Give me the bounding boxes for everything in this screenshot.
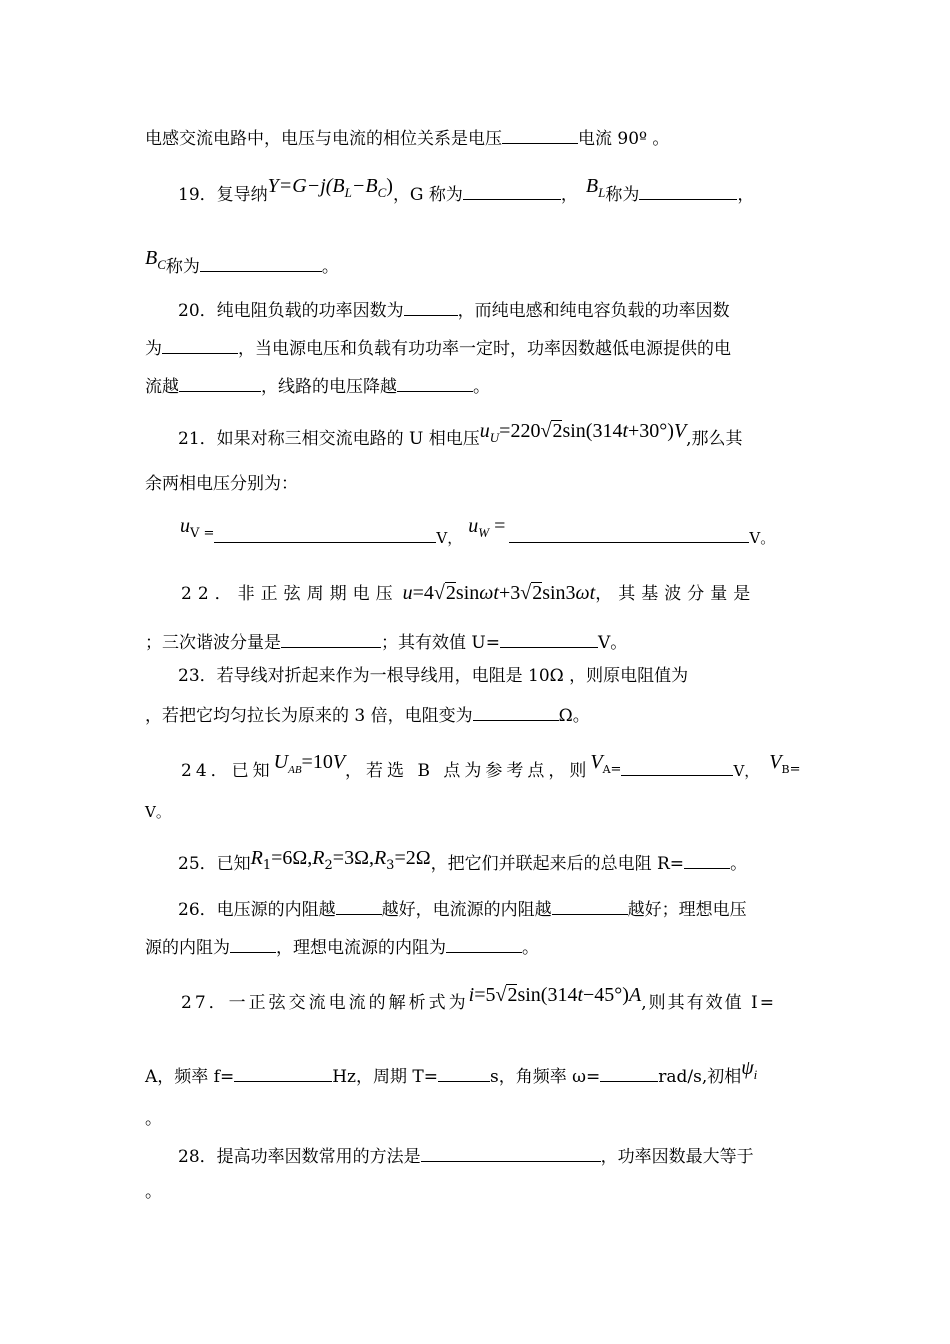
blank	[502, 129, 578, 144]
question-21-line-2	[145, 476, 298, 493]
blank	[214, 528, 436, 543]
text: 为	[145, 339, 162, 359]
formula: ψ	[741, 1057, 754, 1079]
text: s，角频率 ω=	[490, 1067, 601, 1087]
formula: −45°)	[583, 984, 629, 1006]
question-28-line-2	[145, 1184, 162, 1201]
formula-sub: W	[478, 525, 490, 540]
text: V，	[733, 762, 760, 780]
question-19	[178, 175, 755, 205]
question-21-line-3	[180, 515, 776, 547]
text: 26．电压源的内阻越	[178, 900, 336, 920]
formula-sub: C	[157, 257, 166, 272]
question-26-line-1	[178, 900, 747, 919]
text: ,则其有效值 I=	[641, 993, 776, 1013]
formula: ωt	[575, 582, 596, 604]
blank	[179, 377, 261, 392]
text: ，	[560, 185, 578, 205]
formula: i	[468, 984, 475, 1006]
formula: =3Ω,	[332, 847, 374, 869]
blank	[552, 900, 628, 915]
formula: 2	[532, 582, 543, 604]
formula: U	[273, 751, 289, 773]
formula: V	[673, 420, 687, 442]
formula-sub: 3	[386, 858, 395, 873]
blank	[230, 938, 276, 953]
formula: t	[577, 984, 584, 1006]
blank	[404, 301, 458, 316]
formula: B	[585, 175, 599, 197]
formula: −B	[351, 175, 378, 197]
blank	[639, 185, 737, 200]
blank	[463, 185, 561, 200]
question-22-line-1	[181, 582, 756, 603]
formula: R	[250, 847, 263, 869]
question-28-line-1	[178, 1147, 754, 1166]
formula-sub: C	[377, 185, 387, 200]
formula-sub: i	[753, 1067, 758, 1082]
question-22-line-2	[145, 633, 627, 652]
formula: u	[479, 420, 490, 442]
text: V，	[436, 529, 463, 547]
formula: +3	[498, 582, 521, 604]
blank	[234, 1067, 332, 1082]
formula-sub: 1	[262, 858, 272, 873]
text: V。	[749, 529, 776, 547]
text: ，把它们并联起来后的总电阻 R=	[430, 854, 685, 874]
formula-sub: V	[190, 526, 200, 541]
text: 22．非正弦周期电压	[181, 584, 399, 604]
formula: Y=G−j(B	[267, 175, 345, 197]
formula: u	[468, 515, 479, 537]
sqrt-sign: √	[540, 420, 552, 442]
text: ，	[737, 185, 755, 205]
text: 23．若导线对折起来作为一根导线用，电阻是 10Ω ，则原电阻值为	[178, 666, 689, 686]
blank	[473, 706, 559, 721]
blank	[281, 633, 381, 648]
question-27-line-1	[181, 984, 776, 1013]
question-24-line-2	[145, 805, 171, 820]
text: 流越	[145, 377, 179, 397]
question-23-line-2	[145, 706, 590, 725]
text: 电感交流电路中，电压与电流的相位关系是电压	[145, 129, 502, 149]
formula: sin(314	[517, 984, 578, 1006]
blank	[200, 257, 322, 272]
question-27-line-2	[145, 1057, 758, 1087]
text: V。	[145, 803, 171, 821]
text: 21．如果对称三相交流电路的 U 相电压	[178, 429, 480, 449]
formula: A	[628, 984, 642, 1006]
text: 24．已知	[181, 761, 274, 781]
formula: V	[590, 751, 603, 773]
formula: =4	[412, 582, 434, 604]
text: 19．复导纳	[178, 185, 268, 205]
text: Hz，周期 T=	[332, 1067, 438, 1087]
formula: sin	[455, 582, 480, 604]
blank	[421, 1147, 601, 1162]
blank	[446, 938, 522, 953]
text: 。	[473, 377, 490, 397]
text: 电流 90º 。	[578, 129, 670, 149]
text: 20．纯电阻负载的功率因数为	[178, 301, 404, 321]
text: ，理想电流源的内阻为	[276, 938, 446, 958]
formula-sub: A	[602, 763, 611, 776]
formula-sub: U	[489, 430, 500, 445]
text: ；三次谐波分量是	[145, 633, 281, 653]
blank	[509, 528, 749, 543]
formula-sub: L	[598, 185, 606, 200]
text: V。	[597, 633, 628, 653]
text: 源的内阻为	[145, 938, 230, 958]
text: 28．提高功率因数常用的方法是	[178, 1147, 421, 1167]
formula: B	[145, 247, 158, 269]
text: ，功率因数最大等于	[600, 1147, 754, 1167]
formula-sub: 2	[324, 858, 333, 873]
formula: u	[180, 515, 190, 537]
formula-sub: B	[781, 763, 790, 776]
text: 越好；理想电压	[627, 900, 747, 920]
text: 。	[145, 1109, 162, 1129]
formula: u	[402, 582, 413, 604]
formula: 2	[552, 420, 563, 442]
text: Ω。	[558, 706, 590, 726]
question-20-line-2	[145, 339, 731, 358]
formula: t	[622, 420, 628, 442]
text: rad/s,初相	[658, 1067, 742, 1087]
formula: =5	[474, 984, 496, 1006]
text: ，G 称为	[392, 185, 463, 205]
formula: R	[373, 847, 387, 869]
blank	[162, 339, 238, 354]
question-27-line-3	[145, 1111, 162, 1128]
text: 。	[522, 938, 539, 958]
formula: sin(314	[562, 420, 623, 442]
text: ；其有效值 U=	[381, 633, 500, 653]
formula: =2Ω	[394, 847, 431, 869]
question-19-line-2	[145, 247, 339, 277]
question-20-line-1	[178, 301, 730, 320]
question-25	[178, 847, 748, 874]
text: 越好，电流源的内阻越	[381, 900, 552, 920]
text: ，其基波分量是	[595, 584, 757, 604]
text: ，若选 B 点为参考点，则	[345, 761, 591, 781]
text: ，若把它均匀拉长为原来的 3 倍，电阻变为	[145, 706, 473, 726]
formula: =6Ω,	[271, 847, 313, 869]
text: A，频率 f=	[145, 1067, 235, 1087]
question-24-line-1	[181, 751, 801, 781]
formula: )	[386, 175, 393, 197]
blank	[438, 1067, 490, 1082]
formula: V	[769, 751, 782, 773]
formula: =220	[499, 420, 541, 442]
formula: =10	[301, 751, 333, 773]
formula: ωt	[479, 582, 499, 604]
text: 称为	[165, 257, 200, 277]
line-1	[145, 129, 669, 148]
formula-sub: =	[610, 762, 622, 777]
text: 。	[145, 1182, 162, 1202]
formula-sub: =	[199, 526, 215, 541]
text: 余两相电压分别为：	[145, 474, 298, 494]
text: 25．已知	[178, 854, 251, 874]
blank	[500, 633, 598, 648]
question-20-line-3	[145, 377, 490, 396]
formula-sub: AB	[288, 764, 302, 776]
blank	[621, 761, 733, 776]
formula: V	[332, 751, 346, 773]
question-26-line-2	[145, 938, 539, 957]
text: 。	[321, 257, 339, 277]
text: 。	[730, 854, 748, 874]
sqrt-sign: √	[433, 582, 445, 604]
formula: 2	[507, 984, 518, 1006]
blank	[684, 854, 730, 869]
formula-sub: L	[344, 185, 352, 200]
blank	[600, 1067, 658, 1082]
formula: +30°)	[628, 420, 674, 442]
formula-sub: =	[789, 762, 801, 777]
formula-group	[399, 584, 596, 604]
text: 称为	[605, 185, 640, 205]
sqrt-sign: √	[495, 984, 507, 1006]
question-21-line-1	[178, 420, 743, 449]
text: ，而纯电感和纯电容负载的功率因数	[457, 301, 730, 321]
text: ，线路的电压降越	[261, 377, 397, 397]
sqrt-sign: √	[520, 582, 532, 604]
text: ，当电源电压和负载有功功率一定时，功率因数越低电源提供的电	[238, 339, 731, 359]
blank	[397, 377, 473, 392]
blank	[336, 900, 382, 915]
formula: =	[489, 515, 506, 537]
formula: 2	[445, 582, 456, 604]
question-23-line-1	[178, 668, 688, 685]
formula: R	[312, 847, 325, 869]
formula: sin3	[542, 582, 576, 604]
text: 27．一正弦交流电流的解析式为	[181, 993, 469, 1013]
text: ,那么其	[686, 429, 743, 449]
